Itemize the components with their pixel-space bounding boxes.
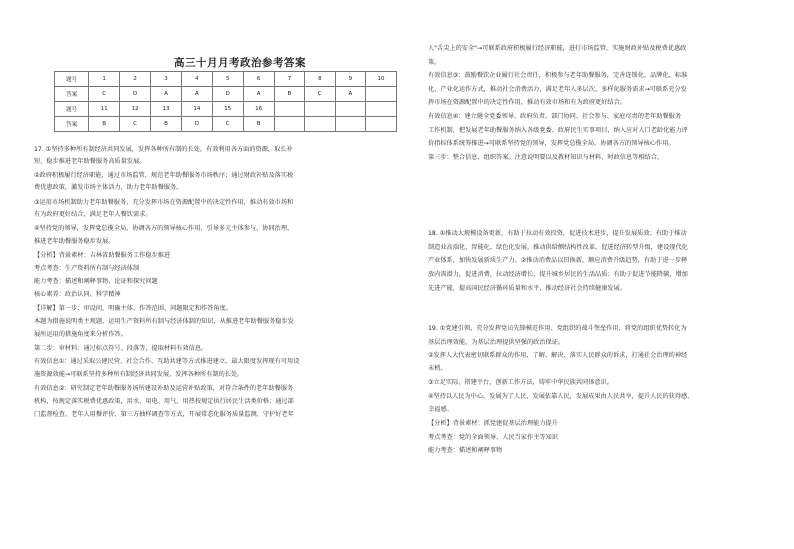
answer-table-row <box>55 87 397 102</box>
left-text-line: 能力考查：描述和阐释事物、论证和探究问题 <box>34 278 158 285</box>
answer-cell: D <box>181 117 212 132</box>
answer-cell: B <box>151 117 182 132</box>
answer-cell: 7 <box>274 72 305 87</box>
answer-cell: C <box>120 117 151 132</box>
answer-cell <box>274 102 305 117</box>
left-text-line: 17. ①坚持多种所有制经济共同发展，发挥各种所有制的长处，有效利用各方面的资源，取长补 <box>34 146 293 153</box>
right-text-line: ③立足实际，搭建平台，创新工作方法，铸牢中华民族共同体意识。 <box>428 379 613 386</box>
right-text-line: ④坚持以人民为中心，发展为了人民，发展依靠人民，发展成果由人民共享，提升人民的获得感、 <box>428 393 694 400</box>
left-text-line: ②政府积极履行经济职能，通过市场监管，规范老年助餐服务市场秩序；通过财政补贴及落实税 <box>34 172 294 179</box>
answer-cell <box>305 102 336 117</box>
left-text-line: 考点考查：生产资料所有制与经济体制 <box>34 265 140 272</box>
left-text-line: ④坚持党的领导，发挥党总揽全局、协调各方的领导核心作用，引导多元主体参与，协同治理， <box>34 225 294 232</box>
answer-table-row <box>55 117 397 132</box>
answer-cell <box>335 102 366 117</box>
answer-cell: 15 <box>212 102 243 117</box>
right-text-line: 幸福感。 <box>428 406 453 413</box>
answer-cell: 12 <box>120 102 151 117</box>
answer-cell: B <box>243 117 274 132</box>
left-text-line: 第二步：审材料：通过标点符号、段落等，提取材料有效信息。 <box>34 345 208 352</box>
left-text-line: ③运用市场机制助力老年助餐服务，充分发挥市场在资源配置中的决定性作用，推动有效市场和 <box>34 199 294 206</box>
answer-cell <box>335 117 366 132</box>
answer-cell: A <box>181 87 212 102</box>
answer-table <box>54 71 397 132</box>
left-text-line: 【分析】背景素材：吉林省助餐服务工作稳步推进 <box>34 252 171 259</box>
answer-cell: A <box>335 87 366 102</box>
answer-cell: 8 <box>305 72 336 87</box>
answer-cell: 5 <box>212 72 243 87</box>
answer-cell: C <box>305 87 336 102</box>
answer-cell <box>366 87 397 102</box>
answer-cell: A <box>151 87 182 102</box>
left-text-line: 推进老年助餐服务稳步发展。 <box>34 238 115 245</box>
right-text-line: 挥市场在资源配置中的决定性作用，推动有效市场和有为政府更好结合。 <box>428 99 626 106</box>
answer-cell <box>274 117 305 132</box>
answer-table-row <box>55 72 397 87</box>
answer-cell <box>366 102 397 117</box>
right-text-line: 有效信息④：建立健全党委领导、政府负责、部门协同、社会参与、家庭尽责的老年助餐服务 <box>428 113 682 120</box>
right-text-line: 能力考查：描述和阐释事物 <box>428 447 503 454</box>
row-label: 题号 <box>55 72 89 87</box>
right-text-line: 放内需潜力，促进消费，拉动经济增长，提升城乡居民的生活品质；有助于促进节能降碳，增加 <box>428 271 688 278</box>
right-text-line: 策。 <box>428 59 441 66</box>
left-text-line: 费优惠政策，激发市场主体活力，助力老年助餐服务。 <box>34 184 183 191</box>
answer-cell: D <box>212 87 243 102</box>
answer-cell: C <box>89 87 120 102</box>
left-text-line: 核心素养：政治认同、科学精神 <box>34 291 121 298</box>
answer-cell: 9 <box>335 72 366 87</box>
answer-cell: 3 <box>151 72 182 87</box>
row-label: 答案 <box>55 117 89 132</box>
right-text-line: 18. ①推动大规模设备更新，有助于拉动有效投资，促进技术进步，提升发展质效；有助于推动 <box>428 230 687 237</box>
left-text-line: 施资源效能→可联系坚持多种所有制经济共同发展，发挥各种所有制的长处。 <box>34 371 244 378</box>
left-text-line: 机构，按规定落实税费优惠政策，用水、用电、用气、用热按规定执行居民生活类价格；通过部 <box>34 398 294 405</box>
answer-cell: 14 <box>181 102 212 117</box>
answer-cell: C <box>212 117 243 132</box>
left-text-line: 有效信息①：通过采取公建民营、社会合作、互助共建等方式推进建立，最大限度发挥现有可用设 <box>34 358 300 365</box>
answer-cell: 13 <box>151 102 182 117</box>
right-text-line: 人"舌尖上的安全"→可联系政府积极履行经济职能，进行市场监管，实施财政补贴及税费优惠政 <box>428 45 687 52</box>
row-label: 题号 <box>55 102 89 117</box>
answer-cell: 10 <box>366 72 397 87</box>
right-text-line: 【分析】背景素材：抓党建促基层治理能力提升 <box>428 420 558 427</box>
right-text-line: 考点考查：党的全面领导、人民当家作主等知识 <box>428 434 558 441</box>
right-text-line: 产业体系，加快发展新质生产力。②推动消费品以旧换新，顺应消费升级趋势，有助于进一步释 <box>428 257 688 264</box>
right-text-line: 工作机制，把发展老年助餐服务纳入各级党委、政府民生实事项目，纳入应对人口老龄化能力评 <box>428 127 688 134</box>
row-label: 答案 <box>55 87 89 102</box>
page-title: 高三十月月考政治参考答案 <box>174 57 306 69</box>
right-text-line: 19. ①党建引领，充分发挥党员先锋模范作用、党组织的战斗堡垒作用，将党的组织优势转化为 <box>428 325 687 332</box>
answer-cell: A <box>243 87 274 102</box>
answer-cell: 1 <box>89 72 120 87</box>
right-text-line: 先进产能，提高国民经济循环质量和水平，推动经济社会持续健康发展。 <box>428 285 626 292</box>
answer-cell: 4 <box>181 72 212 87</box>
left-text-line: 有效信息②：研究制定老年助餐服务场所建设补助及运营补贴政策，对符合条件的老年助餐服务 <box>34 385 294 392</box>
right-text-line: 有效信息③：鼓励餐饮企业履行社会责任，积极参与老年助餐服务，完善连锁化、品牌化、标准 <box>428 72 688 79</box>
right-text-line: 基层治理效能，为基层治理提供坚强的政治保证。 <box>428 339 565 346</box>
answer-cell: 2 <box>120 72 151 87</box>
left-text-line: 有为政府更好结合，满足老年人餐饮需求。 <box>34 211 152 218</box>
answer-cell: D <box>120 87 151 102</box>
right-text-line: 化、产业化运作方式，推动社会消费活力，满足老年人多层次、多样化服务需求→可联系充分发 <box>428 86 687 93</box>
answer-cell: B <box>89 117 120 132</box>
answer-cell: 16 <box>243 102 274 117</box>
answer-cell: 6 <box>243 72 274 87</box>
answer-cell: B <box>274 87 305 102</box>
right-text-line: 价指标体系统筹推进→可联系坚持党的领导，发挥党总揽全局、协调各方的领导核心作用。 <box>428 140 675 147</box>
right-text-line: 第三步：整合信息，组织答案。注意说明要以及教材知识与材料、时政信息等相结合。 <box>428 154 664 161</box>
answer-cell <box>366 117 397 132</box>
answer-cell: 11 <box>89 102 120 117</box>
answer-cell <box>305 117 336 132</box>
right-text-line: 末梢。 <box>428 365 447 372</box>
left-text-line: 展所运用的措施角度来分析作答。 <box>34 331 127 338</box>
left-text-line: 门监督检查、老年人用餐评价、第三方抽样调查等方式，开展常态化服务质量监测，守护好老年 <box>34 411 294 418</box>
right-text-line: ②发挥人大代表密切联系群众的作用，了解、解决、落实人民群众的诉求，打通社会治理的神经 <box>428 352 688 359</box>
left-text-line: 短，稳步推进老年助餐服务高质量发展。 <box>34 158 146 165</box>
answer-table-row <box>55 102 397 117</box>
left-text-line: 【详解】第一步：审设问，明确主体、作答范围、问题限定和作答角度。 <box>34 305 232 312</box>
left-text-line: 本题为措施说明类主观题，运用生产资料所有制与经济体制的知识，从推进老年助餐服务稳步发 <box>34 318 294 325</box>
right-text-line: 制造业高端化、智能化、绿色化发展，推动供给侧结构性改革，促进经济转型升级，建设现代化 <box>428 244 688 251</box>
